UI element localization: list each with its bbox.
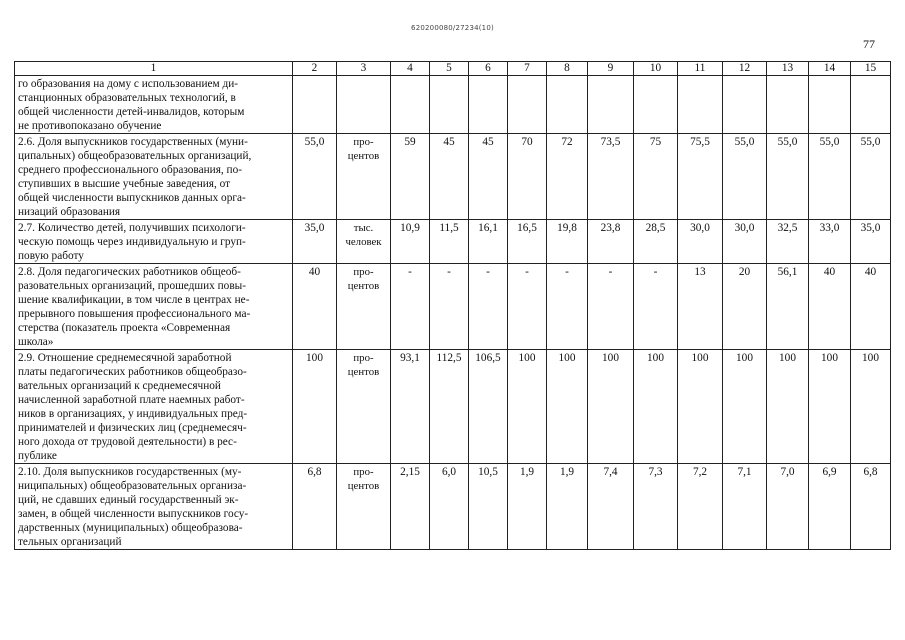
year-value: 23,8 (588, 220, 634, 264)
base-value: 100 (293, 350, 337, 464)
base-value (293, 76, 337, 134)
year-value: 100 (508, 350, 547, 464)
unit-of-measure: про- центов (337, 464, 391, 550)
year-value: - (508, 264, 547, 350)
year-value: 72 (547, 134, 588, 220)
year-value: 20 (723, 264, 767, 350)
column-header: 1 (15, 62, 293, 76)
table-header-row (15, 62, 891, 76)
year-value: 7,1 (723, 464, 767, 550)
indicator-name: 2.8. Доля педагогических работников общеоб- разовательных организаций, прошедших повы- шение квалификации, в том числе в центрах не- прерывного повышения профессионального ма- стерства (показатель проекта «Современная школа» (15, 264, 293, 350)
base-value: 40 (293, 264, 337, 350)
year-value: 40 (809, 264, 851, 350)
year-value: 13 (678, 264, 723, 350)
year-value: 73,5 (588, 134, 634, 220)
year-value: 100 (851, 350, 891, 464)
base-value: 6,8 (293, 464, 337, 550)
base-value: 55,0 (293, 134, 337, 220)
column-header: 5 (430, 62, 469, 76)
year-value: 70 (508, 134, 547, 220)
year-value: 6,8 (851, 464, 891, 550)
column-header: 14 (809, 62, 851, 76)
year-value: 16,5 (508, 220, 547, 264)
column-header: 4 (391, 62, 430, 76)
year-value: 55,0 (809, 134, 851, 220)
year-value (678, 76, 723, 134)
year-value: 10,9 (391, 220, 430, 264)
year-value: 30,0 (723, 220, 767, 264)
year-value: 75 (634, 134, 678, 220)
column-header: 8 (547, 62, 588, 76)
table-row (15, 464, 891, 550)
unit-of-measure (337, 76, 391, 134)
column-header: 15 (851, 62, 891, 76)
year-value: 6,0 (430, 464, 469, 550)
column-header: 12 (723, 62, 767, 76)
year-value: 100 (634, 350, 678, 464)
indicator-name: 2.6. Доля выпускников государственных (муни- ципальных) общеобразовательных организаций, среднего профессионального образования, по- ступивших в высшие учебные заведения, от общей численности выпускников данных орга- низаций образования (15, 134, 293, 220)
year-value: 7,2 (678, 464, 723, 550)
year-value (767, 76, 809, 134)
year-value: 106,5 (469, 350, 508, 464)
column-header: 9 (588, 62, 634, 76)
year-value: 100 (547, 350, 588, 464)
column-header: 3 (337, 62, 391, 76)
year-value: - (469, 264, 508, 350)
year-value (809, 76, 851, 134)
year-value: 45 (430, 134, 469, 220)
year-value: - (391, 264, 430, 350)
year-value (430, 76, 469, 134)
year-value: 100 (588, 350, 634, 464)
year-value (723, 76, 767, 134)
year-value: - (634, 264, 678, 350)
year-value (469, 76, 508, 134)
year-value: 33,0 (809, 220, 851, 264)
column-header: 11 (678, 62, 723, 76)
year-value: 100 (723, 350, 767, 464)
unit-of-measure: про- центов (337, 134, 391, 220)
column-header: 13 (767, 62, 809, 76)
table-row (15, 134, 891, 220)
year-value: 59 (391, 134, 430, 220)
year-value: 40 (851, 264, 891, 350)
table-row (15, 220, 891, 264)
year-value (391, 76, 430, 134)
table-row (15, 264, 891, 350)
year-value: 19,8 (547, 220, 588, 264)
year-value: 75,5 (678, 134, 723, 220)
indicator-name: 2.7. Количество детей, получивших психологи- ческую помощь через индивидуальную и груп- повую работу (15, 220, 293, 264)
year-value: 35,0 (851, 220, 891, 264)
year-value: 112,5 (430, 350, 469, 464)
year-value: 100 (767, 350, 809, 464)
indicator-name: го образования на дому с использованием ди- станционных образовательных технологий, в общей численности детей-инвалидов, которым не противопоказано обучение (15, 76, 293, 134)
year-value (634, 76, 678, 134)
column-header: 7 (508, 62, 547, 76)
year-value: 6,9 (809, 464, 851, 550)
indicators-table (14, 61, 891, 550)
year-value: 16,1 (469, 220, 508, 264)
year-value: 2,15 (391, 464, 430, 550)
year-value: 100 (678, 350, 723, 464)
indicator-name: 2.9. Отношение среднемесячной заработной платы педагогических работников общеобразо- вательных организаций к среднемесячной начисленной заработной плате наемных работ- ников в организациях, у индивидуальных пред- принимателей и физических лиц (среднемесяч- ного дохода от трудовой деятельности) в рес- публике (15, 350, 293, 464)
year-value: 30,0 (678, 220, 723, 264)
year-value: 7,4 (588, 464, 634, 550)
year-value (588, 76, 634, 134)
unit-of-measure: про- центов (337, 350, 391, 464)
year-value: 55,0 (851, 134, 891, 220)
year-value: - (547, 264, 588, 350)
year-value: 93,1 (391, 350, 430, 464)
year-value: 11,5 (430, 220, 469, 264)
year-value: 10,5 (469, 464, 508, 550)
year-value: - (430, 264, 469, 350)
indicator-name: 2.10. Доля выпускников государственных (му- ниципальных) общеобразовательных организа- ций, не сдавших единый государственный эк- замен, в общей численности выпускников госу- дарственных (муниципальных) общеобразова- тельных организаций (15, 464, 293, 550)
year-value: 7,3 (634, 464, 678, 550)
document-id: 620200080/27234(10) (411, 24, 494, 32)
column-header: 2 (293, 62, 337, 76)
table-row (15, 350, 891, 464)
year-value: 56,1 (767, 264, 809, 350)
page-number: 77 (863, 37, 875, 51)
table-row (15, 76, 891, 134)
year-value: 32,5 (767, 220, 809, 264)
year-value: 1,9 (547, 464, 588, 550)
year-value: 55,0 (767, 134, 809, 220)
year-value: 100 (809, 350, 851, 464)
year-value (547, 76, 588, 134)
year-value (508, 76, 547, 134)
year-value: 7,0 (767, 464, 809, 550)
column-header: 10 (634, 62, 678, 76)
column-header: 6 (469, 62, 508, 76)
base-value: 35,0 (293, 220, 337, 264)
year-value: 55,0 (723, 134, 767, 220)
unit-of-measure: тыс. человек (337, 220, 391, 264)
unit-of-measure: про- центов (337, 264, 391, 350)
year-value: 45 (469, 134, 508, 220)
year-value (851, 76, 891, 134)
year-value: - (588, 264, 634, 350)
year-value: 28,5 (634, 220, 678, 264)
year-value: 1,9 (508, 464, 547, 550)
